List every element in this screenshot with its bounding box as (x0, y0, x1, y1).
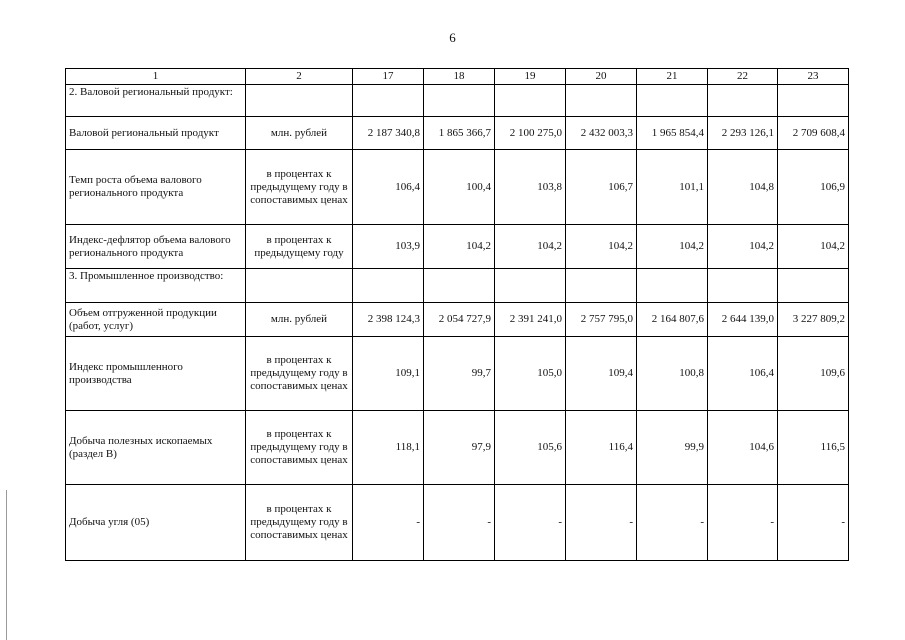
value-cell: 1 865 366,7 (424, 117, 495, 150)
scan-margin-line (6, 490, 7, 640)
value-cell: - (778, 485, 849, 561)
value-cell (778, 269, 849, 303)
column-header: 21 (637, 69, 708, 85)
value-cell: 2 187 340,8 (353, 117, 424, 150)
column-header: 22 (708, 69, 778, 85)
table-row (66, 117, 849, 150)
unit-cell (246, 85, 353, 117)
value-cell: 100,8 (637, 337, 708, 411)
unit-cell: млн. рублей (246, 303, 353, 337)
value-cell (708, 85, 778, 117)
unit-cell: в процентах к предыдущему году в сопоставимых ценах (246, 150, 353, 225)
value-cell: 106,4 (353, 150, 424, 225)
value-cell: 106,9 (778, 150, 849, 225)
value-cell (637, 85, 708, 117)
unit-cell (246, 269, 353, 303)
value-cell: 109,6 (778, 337, 849, 411)
value-cell: 116,4 (566, 411, 637, 485)
value-cell: 3 227 809,2 (778, 303, 849, 337)
value-cell: - (566, 485, 637, 561)
indicator-name: Индекс промышленного производства (66, 337, 246, 411)
indicator-name: Добыча полезных ископаемых (раздел В) (66, 411, 246, 485)
column-header: 18 (424, 69, 495, 85)
value-cell: 100,4 (424, 150, 495, 225)
indicator-name: 2. Валовой региональный продукт: (66, 85, 246, 117)
value-cell: 109,4 (566, 337, 637, 411)
unit-cell: млн. рублей (246, 117, 353, 150)
value-cell (495, 85, 566, 117)
value-cell: 109,1 (353, 337, 424, 411)
value-cell: 1 965 854,4 (637, 117, 708, 150)
value-cell: 2 757 795,0 (566, 303, 637, 337)
value-cell: 103,9 (353, 225, 424, 269)
indicator-name: Индекс-дефлятор объема валового регионального продукта (66, 225, 246, 269)
indicator-name: 3. Промышленное производство: (66, 269, 246, 303)
value-cell (424, 269, 495, 303)
table-header-row (66, 69, 849, 85)
column-header: 23 (778, 69, 849, 85)
value-cell (778, 85, 849, 117)
value-cell: 104,2 (566, 225, 637, 269)
value-cell: 2 100 275,0 (495, 117, 566, 150)
value-cell: 2 398 124,3 (353, 303, 424, 337)
value-cell: 97,9 (424, 411, 495, 485)
table-row (66, 269, 849, 303)
value-cell: 104,2 (495, 225, 566, 269)
table-row (66, 225, 849, 269)
value-cell: 104,2 (708, 225, 778, 269)
value-cell: 105,0 (495, 337, 566, 411)
table-row (66, 150, 849, 225)
indicator-name: Добыча угля (05) (66, 485, 246, 561)
value-cell: 106,7 (566, 150, 637, 225)
value-cell: - (495, 485, 566, 561)
unit-cell: в процентах к предыдущему году в сопоставимых ценах (246, 485, 353, 561)
table-row (66, 85, 849, 117)
value-cell: 104,6 (708, 411, 778, 485)
page-number: 6 (449, 30, 456, 45)
value-cell: 104,8 (708, 150, 778, 225)
table-row (66, 411, 849, 485)
unit-cell: в процентах к предыдущему году в сопоставимых ценах (246, 411, 353, 485)
table-row (66, 303, 849, 337)
value-cell (353, 269, 424, 303)
value-cell: - (708, 485, 778, 561)
value-cell: 104,2 (637, 225, 708, 269)
value-cell: 2 164 807,6 (637, 303, 708, 337)
indicator-name: Объем отгруженной продукции (работ, услуг) (66, 303, 246, 337)
value-cell (424, 85, 495, 117)
value-cell: 2 432 003,3 (566, 117, 637, 150)
value-cell: 105,6 (495, 411, 566, 485)
column-header: 2 (246, 69, 353, 85)
value-cell: 99,7 (424, 337, 495, 411)
column-header: 17 (353, 69, 424, 85)
value-cell (708, 269, 778, 303)
value-cell: 104,2 (778, 225, 849, 269)
value-cell (353, 85, 424, 117)
value-cell: 106,4 (708, 337, 778, 411)
value-cell: 2 293 126,1 (708, 117, 778, 150)
table-row (66, 485, 849, 561)
value-cell: 2 391 241,0 (495, 303, 566, 337)
value-cell: 2 709 608,4 (778, 117, 849, 150)
value-cell: 99,9 (637, 411, 708, 485)
value-cell: - (424, 485, 495, 561)
value-cell: 104,2 (424, 225, 495, 269)
value-cell (495, 269, 566, 303)
statistics-table (65, 68, 849, 561)
column-header: 20 (566, 69, 637, 85)
value-cell: 2 054 727,9 (424, 303, 495, 337)
column-header: 1 (66, 69, 246, 85)
value-cell: 103,8 (495, 150, 566, 225)
value-cell: - (353, 485, 424, 561)
value-cell (566, 269, 637, 303)
column-header: 19 (495, 69, 566, 85)
value-cell: 118,1 (353, 411, 424, 485)
value-cell: 101,1 (637, 150, 708, 225)
indicator-name: Валовой региональный продукт (66, 117, 246, 150)
table-row (66, 337, 849, 411)
value-cell: 2 644 139,0 (708, 303, 778, 337)
value-cell: 116,5 (778, 411, 849, 485)
value-cell: - (637, 485, 708, 561)
indicator-name: Темп роста объема валового регионального продукта (66, 150, 246, 225)
value-cell (637, 269, 708, 303)
value-cell (566, 85, 637, 117)
unit-cell: в процентах к предыдущему году в сопоставимых ценах (246, 337, 353, 411)
unit-cell: в процентах к предыдущему году (246, 225, 353, 269)
